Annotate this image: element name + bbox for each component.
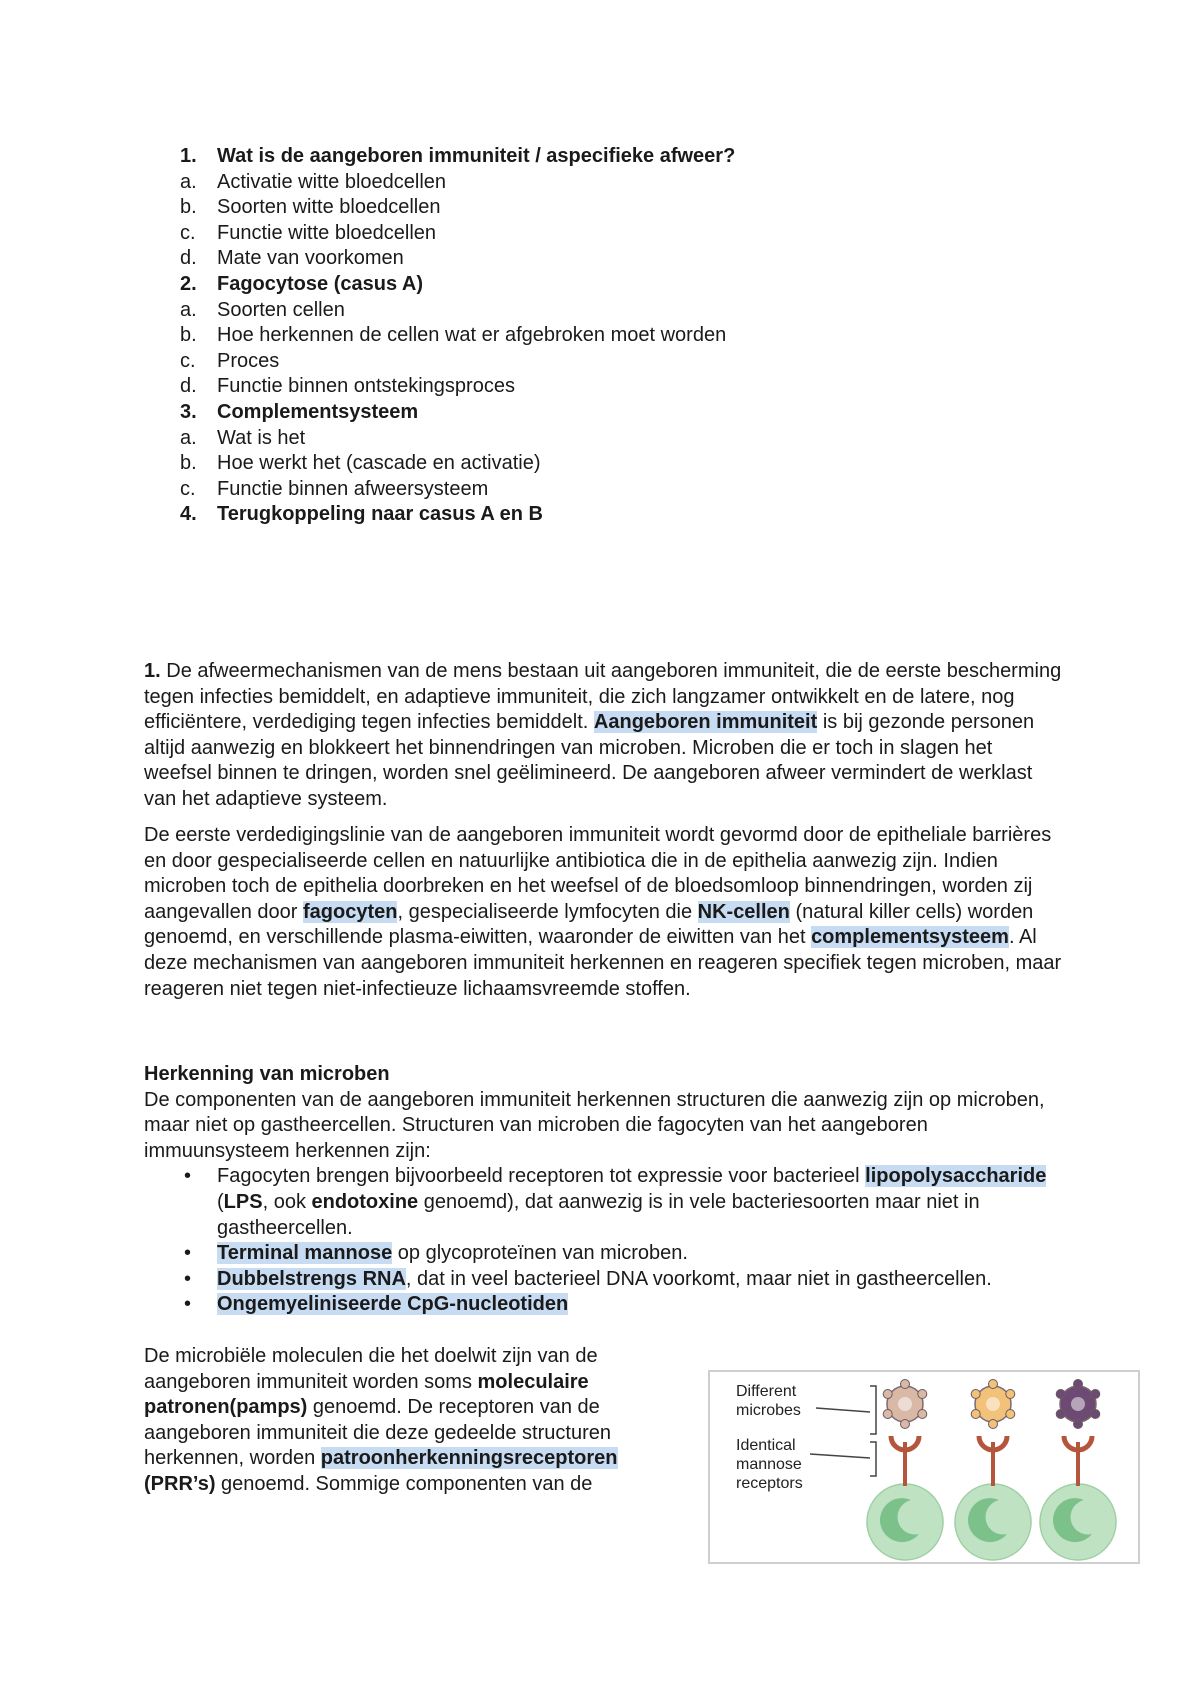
- microbe-spike-icon: [1006, 1390, 1015, 1399]
- microbe-spike-icon: [1006, 1410, 1015, 1419]
- label-receptors: receptors: [736, 1475, 803, 1492]
- outline-item: [180, 323, 1080, 349]
- bullet-icon: •: [184, 1165, 192, 1188]
- label-mannose: mannose: [736, 1456, 802, 1473]
- list-item: • Terminal mannose op glycoproteïnen van microben.: [144, 1241, 1064, 1267]
- outline-item-number: b.: [180, 196, 197, 219]
- outline-item: [180, 195, 1080, 221]
- outline-item: [180, 144, 1080, 170]
- outline-item-number: c.: [180, 221, 196, 244]
- section-heading: Herkenning van microben: [144, 1063, 390, 1085]
- outline-item-text: Functie binnen afweersysteem: [217, 477, 489, 500]
- outline-item: [180, 298, 1080, 324]
- outline-item-text: Terugkoppeling naar casus A en B: [217, 503, 543, 526]
- outline-item: [180, 426, 1080, 452]
- cell-icon: [1040, 1484, 1116, 1560]
- microbe-spike-icon: [918, 1390, 927, 1399]
- microbe-spike-icon: [883, 1390, 892, 1399]
- list-item: • Ongemyeliniseerde CpG-nucleotiden: [144, 1292, 1064, 1318]
- outline-item-text: Soorten witte bloedcellen: [217, 196, 441, 219]
- outline-list: [180, 144, 1080, 528]
- cell-icon: [955, 1484, 1031, 1560]
- microbe-spike-icon: [971, 1390, 980, 1399]
- outline-item-text: Soorten cellen: [217, 298, 345, 321]
- outline-item-text: Wat is de aangeboren immuniteit / aspecifieke afweer?: [217, 145, 736, 167]
- bullet-list: [144, 1164, 1064, 1318]
- paragraph-pamps: De microbiële moleculen die het doelwit zijn van de aangeboren immuniteit worden soms moleculaire patronen(pamps) genoemd. De receptoren van de aangeboren immuniteit die deze gedeelde structuren herkennen, worden patroonherkenningsreceptoren (PRR’s) genoemd. Sommige componenten van de: [144, 1345, 618, 1495]
- section-herkenning: [144, 1062, 1064, 1318]
- list-item: • Dubbelstrengs RNA, dat in veel bacterieel DNA voorkomt, maar niet in gastheercellen.: [144, 1267, 1064, 1293]
- microbe-spike-icon: [901, 1380, 910, 1389]
- outline-item-number: a.: [180, 298, 197, 321]
- outline-item-number: 3.: [180, 400, 197, 423]
- label-microbes: microbes: [736, 1402, 801, 1419]
- microbe-spike-icon: [1091, 1410, 1100, 1419]
- highlight-prr: patroonherkenningsreceptoren: [320, 1447, 618, 1470]
- microbe-spike-icon: [971, 1410, 980, 1419]
- outline-item-number: a.: [180, 426, 197, 449]
- outline-item-text: Proces: [217, 349, 280, 372]
- outline-item-text: Hoe werkt het (cascade en activatie): [217, 452, 541, 475]
- paragraph-2: De eerste verdedigingslinie van de aangeboren immuniteit wordt gevormd door de epitheliale barrières en door gespecialiseerde cellen en natuurlijke antibiotica die in de epithelia aanwezig zijn. Indien microben toch de epithelia doorbreken en het weefsel of de bloedsomloop binnendringen, worden zij aangevallen door fagocyten, gespecialiseerde lymfocyten die NK-cellen (natural killer cells) worden genoemd, en verschillende plasma-eiwitten, waaronder de eiwitten van het complementsysteem. Al deze mechanismen van aangeboren immuniteit herkennen en reageren specifiek tegen microben, maar reageren niet tegen niet-infectieuze lichaamsvreemde stoffen.: [144, 824, 1062, 1000]
- outline-item-number: 1.: [180, 145, 197, 167]
- highlight-fagocyten: fagocyten: [303, 900, 398, 923]
- outline-item-text: Complementsysteem: [217, 400, 419, 423]
- outline-item: [180, 451, 1080, 477]
- outline-item-text: Fagocytose (casus A): [217, 272, 423, 295]
- outline-item: [180, 272, 1080, 298]
- label-identical: Identical: [736, 1437, 796, 1454]
- list-item: • Fagocyten brengen bijvoorbeeld receptoren tot expressie voor bacterieel lipopolysaccharide (LPS, ook endotoxine genoemd), dat aanwezig is in vele bacteriesoorten maar niet in gastheercellen.: [184, 1165, 1047, 1239]
- outline-item-number: a.: [180, 170, 197, 193]
- microbe-spike-icon: [989, 1420, 998, 1429]
- microbe-spike-icon: [1056, 1410, 1065, 1419]
- microbe-core-icon: [1071, 1397, 1085, 1411]
- outline-item: [180, 221, 1080, 247]
- mannose-receptor-figure: [708, 1370, 1140, 1564]
- outline-item-number: d.: [180, 247, 197, 270]
- outline-item-number: c.: [180, 477, 196, 500]
- microbe-spike-icon: [883, 1410, 892, 1419]
- outline-item: [180, 400, 1080, 426]
- microbe-spike-icon: [989, 1380, 998, 1389]
- outline-item-text: Functie binnen ontstekingsproces: [217, 375, 515, 398]
- cell-group: [867, 1380, 1116, 1561]
- microbe-core-icon: [898, 1397, 912, 1411]
- outline-item: [180, 170, 1080, 196]
- outline-item-number: b.: [180, 452, 197, 475]
- microbe-spike-icon: [1074, 1420, 1083, 1429]
- outline-item: [180, 502, 1080, 528]
- outline-item-number: 2.: [180, 272, 197, 295]
- microbe-spike-icon: [901, 1420, 910, 1429]
- microbe-spike-icon: [1091, 1390, 1100, 1399]
- microbe-spike-icon: [1056, 1390, 1065, 1399]
- outline-item: [180, 477, 1080, 503]
- paragraph-number: 1.: [144, 660, 161, 682]
- outline-item-number: 4.: [180, 503, 197, 526]
- outline-item-text: Functie witte bloedcellen: [217, 221, 437, 244]
- label-leaders: [810, 1386, 876, 1476]
- outline-item-number: b.: [180, 324, 197, 347]
- outline-item: [180, 349, 1080, 375]
- outline-item-text: Mate van voorkomen: [217, 247, 404, 270]
- outline-item: [180, 246, 1080, 272]
- paragraph-1: 1. De afweermechanismen van de mens bestaan uit aangeboren immuniteit, die de eerste bescherming tegen infecties bemiddelt, en adaptieve immuniteit, die zich langzamer ontwikkelt en de latere, nog efficiëntere, verdediging tegen infecties bemiddelt. Aangeboren immuniteit is bij gezonde personen altijd aanwezig en blokkeert het binnendringen van microben. Microben die er toch in slagen het weefsel binnen te dringen, worden snel geëlimineerd. De aangeboren afweer vermindert de werklast van het adaptieve systeem.: [144, 660, 1062, 810]
- highlight-nk-cellen: NK-cellen: [697, 900, 790, 923]
- outline-item-number: d.: [180, 375, 197, 398]
- outline-item-text: Wat is het: [217, 426, 306, 449]
- highlight-aangeboren-immuniteit: Aangeboren immuniteit: [593, 711, 818, 734]
- bullet-icon: •: [184, 1293, 192, 1316]
- label-different: Different: [736, 1383, 797, 1400]
- outline-item: [180, 374, 1080, 400]
- microbe-spike-icon: [1074, 1380, 1083, 1389]
- cell-icon: [867, 1484, 943, 1560]
- outline-item-text: Activatie witte bloedcellen: [217, 170, 447, 193]
- bullet-icon: •: [184, 1267, 192, 1290]
- bullet-icon: •: [184, 1242, 192, 1265]
- outline-item-number: c.: [180, 349, 196, 372]
- outline-item-text: Hoe herkennen de cellen wat er afgebroken moet worden: [217, 324, 727, 347]
- microbe-core-icon: [986, 1397, 1000, 1411]
- figure-svg: [710, 1372, 1138, 1562]
- section-intro: De componenten van de aangeboren immuniteit herkennen structuren die aanwezig zijn op microben, maar niet op gastheercellen. Structuren van microben die fagocyten van het aangeboren immuunsysteem herkennen zijn:: [144, 1088, 1045, 1162]
- microbe-spike-icon: [918, 1410, 927, 1419]
- highlight-complementsysteem: complementsysteem: [811, 926, 1009, 949]
